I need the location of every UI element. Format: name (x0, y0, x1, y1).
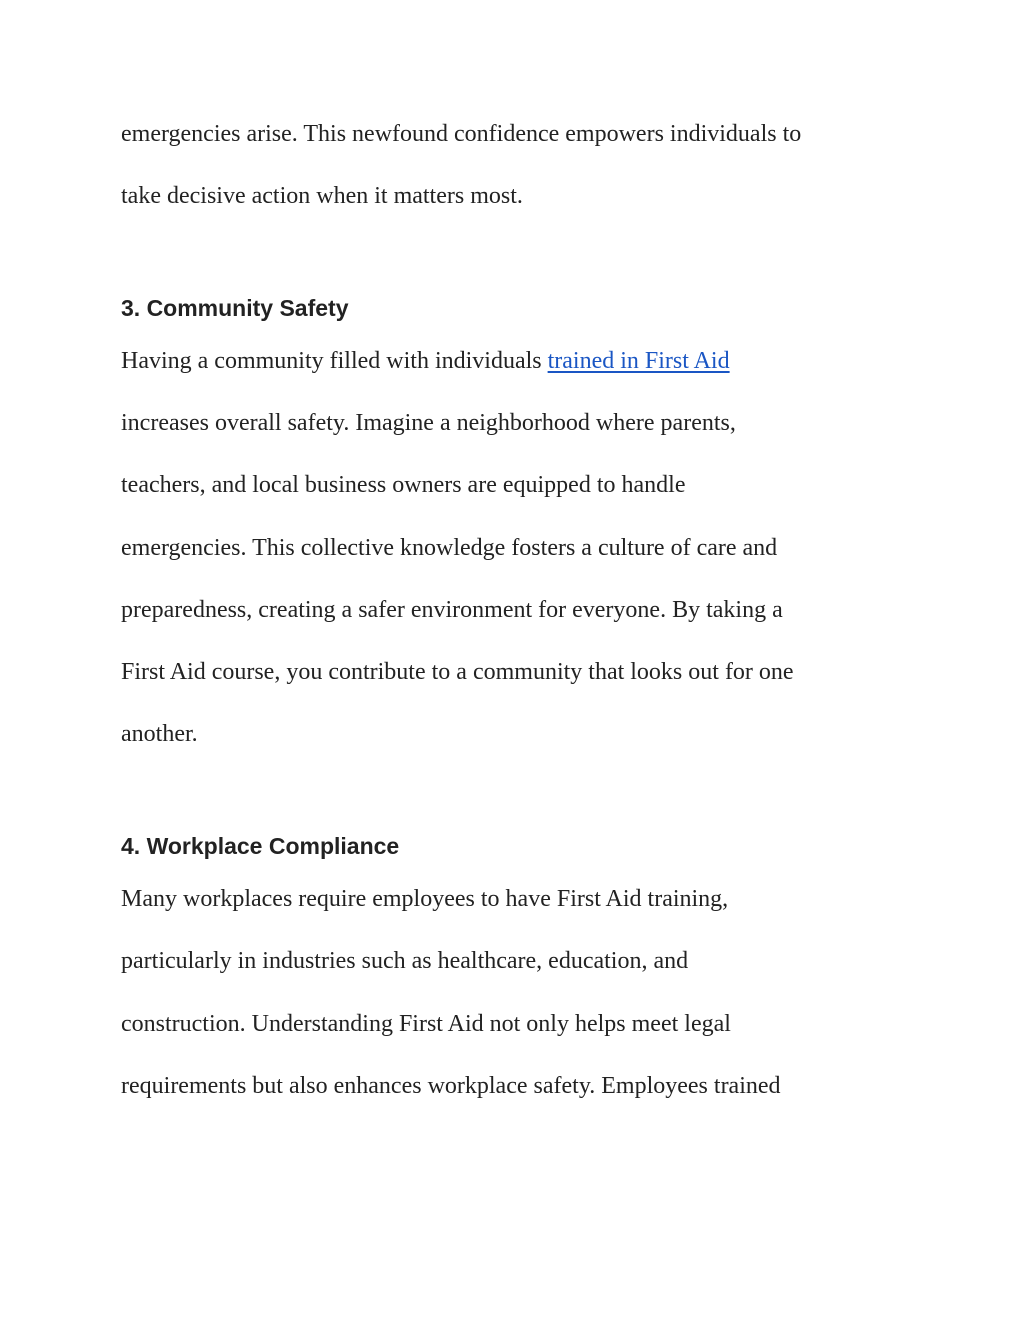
intro-line-2: take decisive action when it matters most. (121, 183, 523, 209)
trained-in-first-aid-link[interactable]: trained in First Aid (547, 348, 730, 374)
section-3-line-3: teachers, and local business owners are equipped to handle (121, 472, 686, 498)
section-3-line-2: increases overall safety. Imagine a neighborhood where parents, (121, 410, 736, 436)
section-4-line-2: particularly in industries such as healthcare, education, and (121, 948, 689, 974)
section-4-line-4: requirements but also enhances workplace safety. Employees trained (121, 1073, 781, 1099)
section-4-heading: 4. Workplace Compliance (121, 833, 400, 859)
section-4-line-3: construction. Understanding First Aid not only helps meet legal (121, 1011, 731, 1037)
intro-line-1: emergencies arise. This newfound confidence empowers individuals to (121, 121, 802, 147)
section-3-line-7: another. (121, 721, 198, 747)
section-3-line-5: preparedness, creating a safer environment for everyone. By taking a (121, 597, 783, 623)
section-3-line-1 (121, 346, 730, 376)
section-3-line-4: emergencies. This collective knowledge fosters a culture of care and (121, 535, 778, 561)
section-4-line-1: Many workplaces require employees to have First Aid training, (121, 886, 729, 912)
section-3-heading: 3. Community Safety (121, 295, 349, 321)
section-3-line-1-text: Having a community filled with individuals (121, 348, 548, 374)
section-3-line-6: First Aid course, you contribute to a community that looks out for one (121, 659, 794, 685)
